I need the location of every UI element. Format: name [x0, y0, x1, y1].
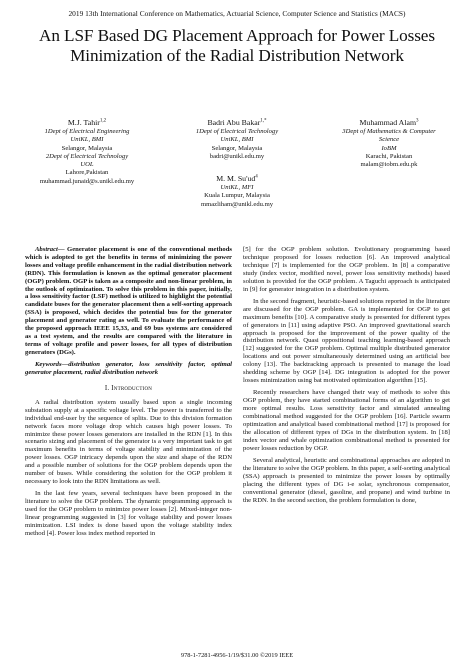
author-name: Muhammad Alam — [359, 118, 417, 127]
body-paragraph: Recently researchers have changed their way of methods to solve this OGP problem, they have started combinational forms of an algorithm to get more optimal results. Loss sensitivity factor and simulated annealing combinational method suggested for the OGP problem [16]. Particle swarm optimization and analytical based combinational method [17] is proposed for the allocation of different types of DGs in the distribution system. In [18] index vector and whale optimization combinational method is presented for power losses reduction by OGP. — [243, 389, 450, 452]
author-location: Lahore,Pakistan — [65, 169, 109, 177]
author-location: Selangor, Malaysia — [211, 144, 263, 152]
author-name: M. M. Su'ud — [216, 174, 256, 183]
author-email: muhammad.junaid@s.unikl.edu.my — [39, 177, 135, 185]
body-paragraph: [5] for the OGP problem solution. Evolutionary programming based technique proposed for losses reduction [6]. An improved analytical technique [7] is implemented for the OGP problem. In [8] a comparative study (index vector, modified novel, power loss sensitivity methods) based solution is provided for the OGP problem. A Taguchi approach is anticipated in [9] for generator integration in a distribution system. — [243, 246, 450, 293]
keywords — [25, 361, 232, 377]
abstract — [25, 246, 232, 357]
left-column — [25, 246, 232, 542]
author-location: Kuala Lumpur, Malaysia — [204, 192, 270, 200]
author-block — [0, 92, 474, 272]
author-affiliation: UniKL, BMI — [220, 136, 254, 144]
author-sup: 4 — [255, 174, 258, 180]
author-name: M.J. Tahir — [67, 118, 100, 127]
author-email: mmazliham@unikl.edu.my — [201, 200, 273, 208]
section-heading-introduction — [25, 385, 232, 393]
paper-title: An LSF Based DG Placement Approach for Power Losses Minimization of the Radial Distribution Network — [39, 26, 435, 65]
author-affiliation: 1Dept of Electrical Technology — [195, 128, 279, 135]
body-paragraph: In the second fragment, heuristic-based solutions reported in the literature are discussed for the OGP problem. GA is implemented for OGP to get maximum benefits [10]. A comparative study is presented for different types of generators in [11] using adaptive PSO. An improved gravitational search approach is proposed for the improvement of the power quality of the distribution network. Quasi oppositional teaching learning-based approach [12] suggested for the OGP problem. Optimal multiple distributed generator locations and out power simultaneously determined using an artificial bee colony [13]. The backtracking approach is presented to manage the load shedding scheme by OGP [14]. DG integration is adopted for the power losses minimization using bat motivated optimization algorithm [15]. — [243, 297, 450, 384]
body-paragraph: A radial distribution system usually based upon a single incoming substation supply at a specific voltage level. The power is transferred to the individual end-user by the sequence of splits. Due to this division formation network faces more voltage drop which causes high power losses. To minimize these power losses generators are installed in the RDN [1]. In this scenario sizing and placement of the generator is a very important task to get maximum benefits in terms of voltage stability and minimization of the power losses. OGP intricacy depends upon the size and shape of the RDN and a possible number of solutions for the OGP problem depends upon the number of buses. While considering the solution for the OGP problem it necessary to look into the RDN limitations as well. — [25, 398, 232, 485]
page-footer: 978-1-7281-4956-1/19/$31.00 ©2019 IEEE — [180, 652, 294, 659]
author-email: badri@unikl.edu.my — [209, 152, 265, 160]
author-affiliation: IoBM — [381, 144, 397, 152]
conference-header: 2019 13th International Conference on Mathematics, Actuarial Science, Computer Science and Statistics (MACS) — [68, 9, 406, 18]
author-name: Badri Abu Bakar — [207, 118, 261, 127]
author-sup: 3 — [416, 118, 419, 124]
author-4 — [172, 174, 302, 209]
author-2 — [172, 118, 302, 161]
author-affiliation: 2Dept of Electrical Technology — [45, 152, 129, 160]
author-affiliation: UniKL, BMI — [70, 136, 104, 144]
keywords-label: Keywords — [35, 361, 62, 369]
body-paragraph: Several analytical, heuristic and combinational approaches are adopted in the literature to solve the OGP problem. In this paper, a self-sorting analytical (SSA) approach is presented to minimize the power losses by optimally placing the different types of DG i-e solar, synchronous compensator, conventional generator (diesel, gasoline, and propane) and wind turbine in the RDN. In the second section, the problem formulation is done, — [243, 457, 450, 504]
author-affiliation: 1Dept of Electrical Engineering — [44, 128, 130, 135]
body-paragraph: In the last few years, several techniques have been proposed in the literature to solve the OGP problem. The dynamic programming approach is used for the OGP problem to minimize power losses [2]. Mixed-integer non-linear programming suggested in [3] for voltage stability and power losses minimization. LSI index is done based upon the voltage stability index method [4]. Power loss index method reported in — [25, 490, 232, 537]
author-3 — [323, 118, 455, 169]
author-affiliation: UniKL, MFI — [220, 184, 254, 191]
author-affiliation: 3Dept of Mathematics & Computer — [342, 128, 436, 135]
author-sup: 1,* — [260, 118, 267, 124]
section-title: Introduction — [111, 385, 153, 392]
author-location: Selangor, Malaysia — [61, 144, 113, 152]
author-1 — [22, 118, 152, 186]
author-location: Karachi, Pakistan — [365, 152, 413, 160]
abstract-text: — Generator placement is one of the conventional methods which is adopted to get the benefits in terms of minimizing the power losses and voltage profile enhancement in the radial distribution network (RDN). This formulation is known as the optimal generator placement (OGP) problem. OGP is taken as a composite and non-linear problem, in the outlook of optimization. To solve this problem in this paper, initially, a loss sensitivity factor (LSF) method is utilized to highlight the potential candidate buses for the generator placement then a self-sorting approach (SSA) is proposed, which decides the potential bus for the generator placement and generator rating as well. To evaluate the performance of the proposed approach IEEE 15,33, and 69 bus systems are considered as a test system, and the results are compared with the literature in terms of voltage profile and power losses, for all types of distribution generators (DGs). — [25, 246, 232, 356]
author-affiliation: Science — [378, 136, 400, 144]
abstract-label: Abstract — [35, 246, 58, 253]
author-affiliation: UOL — [80, 161, 94, 169]
author-sup: 1,2 — [99, 118, 107, 124]
keywords-text: —distribution generator, loss sensitivity factor, optimal generator placement, radial distribution network — [25, 361, 232, 377]
author-email: malam@iobm.edu.pk — [360, 161, 418, 169]
right-column — [243, 246, 450, 509]
section-numeral: I. — [104, 385, 110, 392]
